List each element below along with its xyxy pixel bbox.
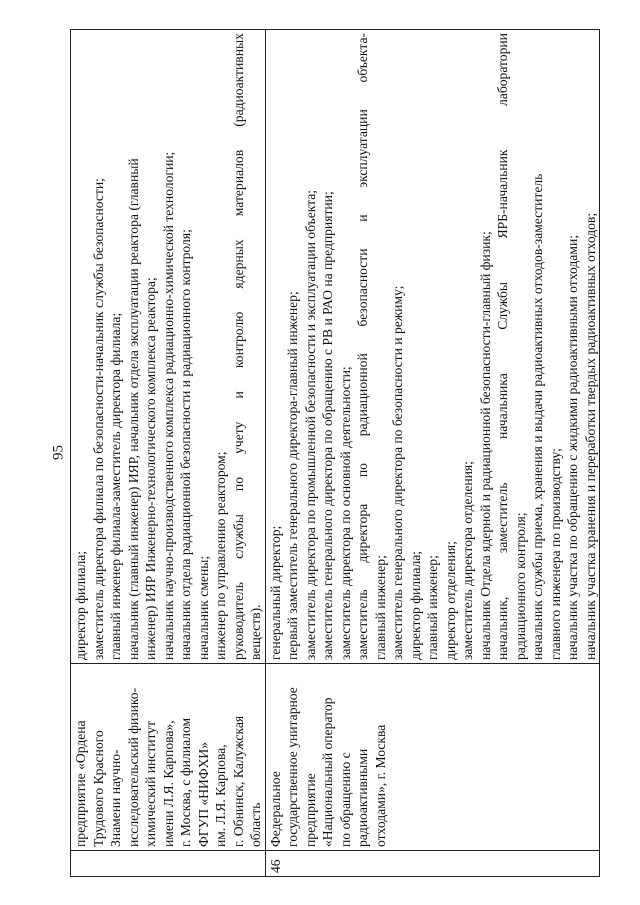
table-row — [265, 30, 600, 877]
position-line: заместитель директора филиала по безопасности-начальник службы безопасности; — [90, 178, 106, 660]
position-line: директор отделения; — [442, 541, 458, 660]
table-row — [71, 30, 266, 877]
position-line: первый заместитель генерального директора-главный инженер; — [285, 291, 300, 660]
row-number-cell — [71, 851, 266, 877]
organization-line: область — [248, 802, 263, 847]
organization-line: отходами», г. Москва — [372, 724, 388, 847]
position-line: директор филиала; — [73, 550, 88, 660]
position-line: начальник Отдела ядерной и радиационной безопасности-главный физик; — [477, 231, 493, 660]
position-line: директор филиала; — [407, 550, 423, 660]
position-line: главный инженер; — [372, 555, 388, 660]
organization-line: государственное унитарное — [285, 687, 300, 847]
organization-line: исследовательский физико- — [125, 687, 141, 847]
organization-line: предприятие — [302, 773, 318, 847]
organization-line: имени Л.Я. Карпова», — [160, 720, 176, 847]
organization-line: «Национальный оператор — [320, 697, 335, 847]
row-number-cell: 46 — [265, 851, 600, 877]
page-number: 95 — [50, 445, 67, 460]
position-line: заместитель генерального директора по обращению с РВ и РАО на предприятии; — [320, 191, 335, 660]
organization-cell — [265, 664, 600, 851]
position-line: заместитель директора отделения; — [460, 461, 475, 660]
position-line: главного инженера по производству; — [547, 448, 563, 660]
position-line: начальник смены; — [195, 555, 211, 660]
organization-line: радиоактивными — [355, 748, 370, 847]
position-line: заместитель генерального директора по безопасности и режиму; — [390, 285, 405, 660]
position-line: начальник научно-производственного комплекса радиационно-химической технологии; — [160, 151, 176, 660]
position-line: веществ). — [248, 604, 263, 660]
rotated-page — [70, 30, 610, 877]
position-line: руководитель службы по учету и контролю ядерных материалов (радиоактивных — [230, 33, 246, 660]
organization-line: ФГУП «НИФХИ» — [195, 741, 211, 847]
organization-line: г. Москва, с филиалом — [178, 717, 193, 847]
position-line: инженер по управлению реактором; — [213, 451, 228, 660]
position-line: главный инженер; — [425, 555, 440, 660]
position-line: начальник, заместитель начальника Службы ЯРБ-начальник лаборатории — [495, 33, 510, 660]
position-line: генеральный директор; — [267, 525, 283, 660]
position-line: начальник (главный инженер) ИЯР, начальник отдела эксплуатации реактора (главный — [125, 158, 141, 660]
organization-line: предприятие «Ордена — [73, 720, 88, 847]
position-line: главный инженер филиала-заместитель директора филиала; — [108, 312, 123, 660]
organization-line: Федеральное — [267, 771, 283, 847]
positions-cell — [71, 30, 266, 664]
position-line: начальник службы приема, хранения и выдачи радиоактивных отходов-заместитель — [530, 173, 545, 660]
positions-cell — [265, 30, 600, 664]
position-line: заместитель директора по промышленной безопасности и эксплуатации объекта; — [302, 189, 318, 660]
organization-line: Знамени научно- — [108, 749, 123, 847]
position-line: начальник отдела радиационной безопасности и радиационного контроля; — [178, 229, 193, 660]
position-line: начальник участка по обращению с жидкими радиоактивными отходами; — [565, 235, 580, 660]
position-line: начальник участка хранения и переработки твердых радиоактивных отходов; — [582, 212, 598, 660]
position-line: заместитель директора по радиационной безопасности и эксплуатации объекта- — [355, 33, 370, 660]
organization-cell — [71, 664, 266, 851]
organization-line: по обращению с — [337, 752, 353, 847]
organization-line: химический институт — [143, 720, 158, 847]
positions-table — [70, 29, 600, 877]
organization-line: г. Обнинск, Калужская — [230, 715, 246, 847]
position-line: инженер) ИЯР Инженерно-технологического комплекса реактора; — [143, 277, 158, 660]
position-line: заместитель директора по основной деятельности; — [337, 366, 353, 660]
position-line: радиационного контроля; — [512, 512, 528, 660]
organization-line: Трудового Красного — [90, 730, 106, 847]
organization-line: им. Л.Я. Карпова, — [213, 744, 228, 847]
